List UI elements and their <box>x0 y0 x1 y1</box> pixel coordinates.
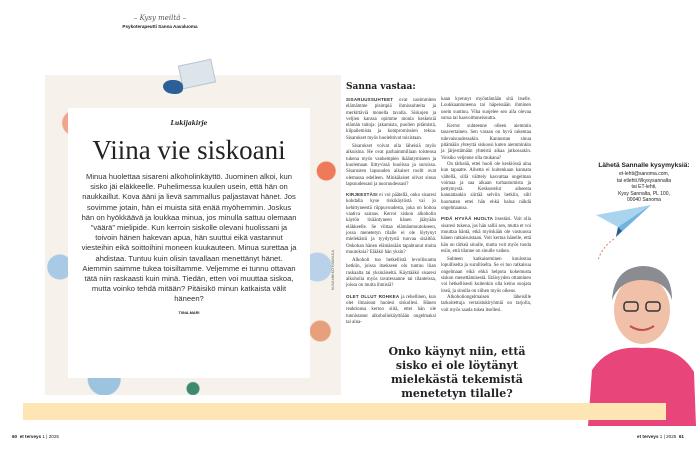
page-number: 60 <box>12 434 18 439</box>
paragraph-text: ei voi päätellä, onko sisaresi kohdalla kyse riskikäytöstä vai jo kehittyneestä riippuvuudesta, joka on hoitoa vaativa sairaus. Kerrot siskon alkoholin käytön lisääntyneen hänen jäätyään eläkkeelle. Se viittaa elämänmuutokseen, jossa menetetyn tilalle ei ole löytynyt mielekästä ja tyydytystä tuovaa sisältöä. Onkohan hänen elämässään tapahtunut muita muutoksia? Elääkö hän yksin? <box>346 193 436 255</box>
magazine-name: et terveys <box>637 434 659 439</box>
reader-letter-card <box>68 108 310 378</box>
photo-credit: KUVA MIKKO HANNULA <box>331 249 335 290</box>
letter-signature: TIINA-MARI <box>178 310 200 315</box>
letter-body: Minua huolettaa sisareni alkoholinkäyttö. Juominen alkoi, kun sisko jäi eläkkeelle. Puhelimessa kuulen usein, että hän on naukkaillut. Kova ääni ja lievä sammallus paljastavat hänet. Jos sovimme jotain, hän ei muista sitä enää myöhemmin. Joskus hän on hyökkäävä ja loukkaa minua, jos minulla sattuu olemaan ”väärä” mielipide. Kun kerroin siskolle olevani huolissani ja toivoin hänen hakevan apua, hän suuttui eikä vastannut viesteihin eikä soittoihini moneen kuukauteen. Minua surettaa ja ahdistaa. Tuntuu kuin olisin tavallaan menettänyt hänet. Aiemmin saimme tukea toisiltamme. Veljemme ei tunnu ottavan tätä niin raskaasti kuin minä. Tiedän, etten voi muuttaa siskoa, mutta voinko tehdä mitään? Pitäisikö minun katkaista välit häneen? <box>81 172 297 304</box>
left-folio <box>12 434 59 439</box>
page-number: 61 <box>678 434 684 439</box>
issue: 1 | 2025 <box>42 434 59 439</box>
answer-paragraph <box>441 97 531 122</box>
magazine-name: et terveys <box>19 434 42 439</box>
pull-quote: Onko käynyt niin, että sisko ei ole löytänyt mielekästä tekemistä menetetyn tilalle? <box>388 345 526 400</box>
answer-paragraph <box>441 124 531 162</box>
paragraph-lead: SISARUUSSUHTEET <box>346 97 394 102</box>
answer-paragraph <box>441 295 531 314</box>
paragraph-text: Sisarukset voivat olla läheisiä myös aikuisina. He ovat parhaimmillaan toistensa tukena myös vanhempien ikääntymiseen ja kuolemaan liittyvissä huolissa ja suruissa. Sisarusten lapsuuden aikaiset roolit ovat olemassa edelleen. Minkälaiset olivat sinun lapsuudessasi ja nuoruudessasi? <box>346 144 436 187</box>
answer-paragraph <box>346 144 436 188</box>
bird-illustration <box>163 80 183 94</box>
paragraph-text: ja rehellinen, kun olet ilmaissut huolesi siskollesi. Hänen reaktionsa kertoo siitä, ettei hän ole tunnistanut alkoholinkäyttöään ongelmaksi tai aina- <box>346 294 436 325</box>
author-byline: Psykoterapeutti Sanna Aavaluoma <box>122 24 198 29</box>
sidebar-line: tai ET-lehti, <box>631 184 657 191</box>
sidebar-line: et-lehti@sanoma.com, <box>618 171 670 177</box>
paragraph-text: Kerrot suhteenne olleen aiemmin tasavertainen. Sen varaan on hyvä rakentaa tulevaisuudessakin. Kannustan sinua pitämään yhteyttä siskoosi kuten aiemminkin ja järjestämään yhteistä aikaa jatkossakin. Voisiko veljenne olla mukana? <box>441 124 531 161</box>
sidebar-heading: Lähetä Sannalle kysymyksiä: <box>598 162 690 169</box>
section-kicker: – Kysy meiltä – <box>133 14 187 22</box>
letter-tag: Lukijakirje <box>170 120 208 127</box>
paragraph-text: Alkoholi tuo hetkellistä levollisuutta hetkiin, joissa itsekseen olo tuntuu liian raskaalta tai yksinäiseltä. Käyttääkö sisaresi alkoholia myös tavatessanne tai tilanteissa, joissa on muita ihmisiä? <box>346 258 436 289</box>
decorative-band <box>23 403 666 420</box>
answer-paragraph <box>346 97 436 142</box>
contact-sidebar <box>592 162 696 204</box>
paragraph-text: kaan kyennyt myöntämään sitä itselle. Loukkaantuneena tai häpeissään ihminen usein suuttuu. Viha suojelee sen alla olevaa surua tai haavoittuneisuutta. <box>441 97 531 121</box>
answer-paragraph <box>346 192 436 256</box>
sidebar-line: Kysy Sannalta, PL 100, <box>618 190 670 197</box>
paragraph-text: Alkoholiongelmaisen läheisille tarkoitettuja vertaistukiryhmiä on tarjolla, voit myös saada tukea itsellesi. <box>441 294 531 313</box>
answer-column-2 <box>441 97 531 314</box>
paragraph-text: On tärkeää, ettei huoli ole keskiössä aina kun tapaatte. Aihetta ei kuitenkaan kannata vältellä, sillä välttely kasvattaa ongelman voimaa ja saa aikaan turhautumista ja pettymystä. Keskustelut aiheesta kannattaakin siirtää selviin hetkiin, silti huomaten ettei hän ehkä halua nähdä ongelmaansa. <box>441 161 531 212</box>
paragraph-text: ovat useimmiten elämämme pisimpiä ihmissuhteita ja merkittäviä monella tavalla. Siskojen ja veljien kanssa opimme monia keskeisiä elämän taitoja: jakamista, puolien pitämistä, kilpailemista ja kompromissien tekoa. Sisarukset myös huolehtivat toisistaan. <box>346 98 436 141</box>
answer-paragraph <box>441 257 531 295</box>
sidebar-line: 00040 Sanoma <box>627 197 661 204</box>
answer-paragraph <box>441 162 531 212</box>
paragraph-lead: OLET OLLUT ROHKEA <box>346 293 400 299</box>
answer-paragraph <box>346 258 436 289</box>
paragraph-lead: PIDÄ HYVÄÄ HUOLTA <box>441 216 494 222</box>
author-portrait <box>588 250 696 426</box>
sidebar-line: tai etlehti.fi/kysysannalta <box>616 177 672 184</box>
issue: 1 | 2025 <box>659 434 677 439</box>
letter-title: Viina vie siskoani <box>92 135 286 165</box>
answer-heading: Sanna vastaa: <box>346 82 416 92</box>
answer-column-1 <box>346 97 436 328</box>
answer-paragraph <box>441 216 531 255</box>
paragraph-text: itsestäsi. Voit olla sisaresi tukena, jos hän sallii sen, mutta et voi muuttaa häntä, etkä myöskään ole vastuussa hänen ratkaisuistaan. Voit kertoa hänelle, että hän on tärkeä sinulle, mutta voit myös tuoda esiin, että tilanne on sinulle vaikea. <box>441 217 531 254</box>
answer-paragraph <box>346 294 436 326</box>
paragraph-lead: KIRJEESTÄSI <box>346 192 378 198</box>
right-folio <box>637 434 684 439</box>
paragraph-text: Suhteen katkaiseminen kuulostaa lopulliselta ja surulliselta. Se ei tuo ratkaisua ongelmaan eikä ehkä helpota kokemusta siskon menettämisestä. Etäisyyden ottaminen voi hetkellisesti kuitenkin olla keino suojata itseä, ja sinulla on siihen myös oikeus. <box>441 257 531 294</box>
